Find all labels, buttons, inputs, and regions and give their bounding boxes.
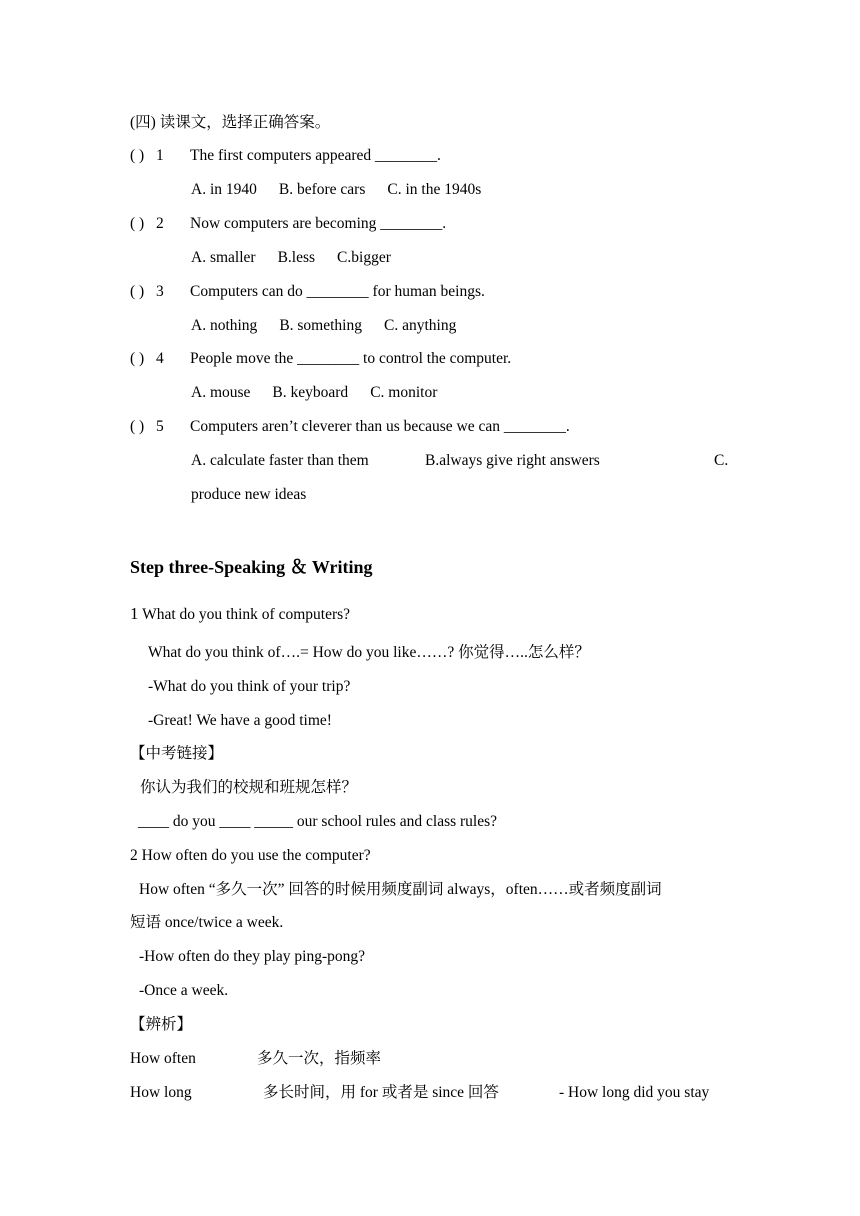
item-1-title [130,604,350,625]
item-2-example-answer: -Once a week. [139,982,229,999]
answer-blank: ( ) [130,418,145,435]
option-c-continuation: produce new ideas [191,486,307,503]
option-c: C. [714,452,729,469]
option-b: B. something [279,317,362,334]
item-1-title-text: What do you think of computers? [142,606,351,623]
option-a: A. nothing [191,317,258,334]
zhongkao-blank-sentence: ____ do you ____ _____ our school rules and class rules? [138,813,498,830]
question-text: People move the ________ to control the computer. [190,350,512,367]
options [191,181,503,199]
item-1-line: -What do you think of your trip? [148,678,351,695]
compare-term: How often [130,1050,196,1067]
bianxi-label: 【辨析】 [130,1016,193,1033]
options [191,317,478,335]
item-number: 1 [130,604,139,623]
section4-title: (四) 读课文，选择正确答案。 [130,114,331,131]
item-1-line: -Great! We have a good time! [148,712,332,729]
compare-meaning: 多长时间，用 for 或者是 since 回答 [263,1084,499,1101]
question-number: 4 [156,350,164,367]
zhongkao-label: 【中考链接】 [130,745,224,762]
question-number: 1 [156,147,164,164]
item-1-line: What do you think of….= How do you like……? 你觉得…..怎么样？ [148,644,590,661]
compare-term: How long [130,1084,192,1101]
step-three-heading: Step three-Speaking ＆ Writing [130,557,373,577]
answer-blank: ( ) [130,350,145,367]
options [191,249,413,267]
options [191,384,459,402]
answer-blank: ( ) [130,147,145,164]
question-text: Computers aren’t cleverer than us because we can ________. [190,418,570,435]
question-number: 2 [156,215,164,232]
zhongkao-chinese: 你认为我们的校规和班规怎样？ [140,779,358,796]
question-text: Now computers are becoming ________. [190,215,447,232]
option-a: A. calculate faster than them [191,452,369,469]
option-c: C. anything [383,317,457,334]
question-text: The first computers appeared ________. [190,147,441,164]
compare-example: - How long did you stay [559,1084,710,1101]
question-number: 5 [156,418,164,435]
item-2-title: 2 How often do you use the computer? [130,847,371,864]
option-c: C. monitor [370,384,438,401]
answer-blank: ( ) [130,283,145,300]
option-a: A. mouse [191,384,251,401]
question-text: Computers can do ________ for human beings. [190,283,485,300]
item-2-example-question: -How often do they play ping-pong? [139,948,365,965]
option-c: C. in the 1940s [387,181,482,198]
option-b: B.less [277,249,316,266]
option-c: C.bigger [337,249,391,266]
item-2-explanation: 短语 once/twice a week. [130,914,284,931]
question-number: 3 [156,283,164,300]
option-b: B. before cars [278,181,366,198]
option-a: A. in 1940 [191,181,257,198]
option-b: B. keyboard [272,384,349,401]
item-2-explanation: How often “多久一次” 回答的时候用频度副词 always，often……或者频度副词 [139,881,662,898]
answer-blank: ( ) [130,215,145,232]
option-a: A. smaller [191,249,256,266]
option-b: B.always give right answers [425,452,600,469]
compare-meaning: 多久一次，指频率 [257,1050,382,1067]
